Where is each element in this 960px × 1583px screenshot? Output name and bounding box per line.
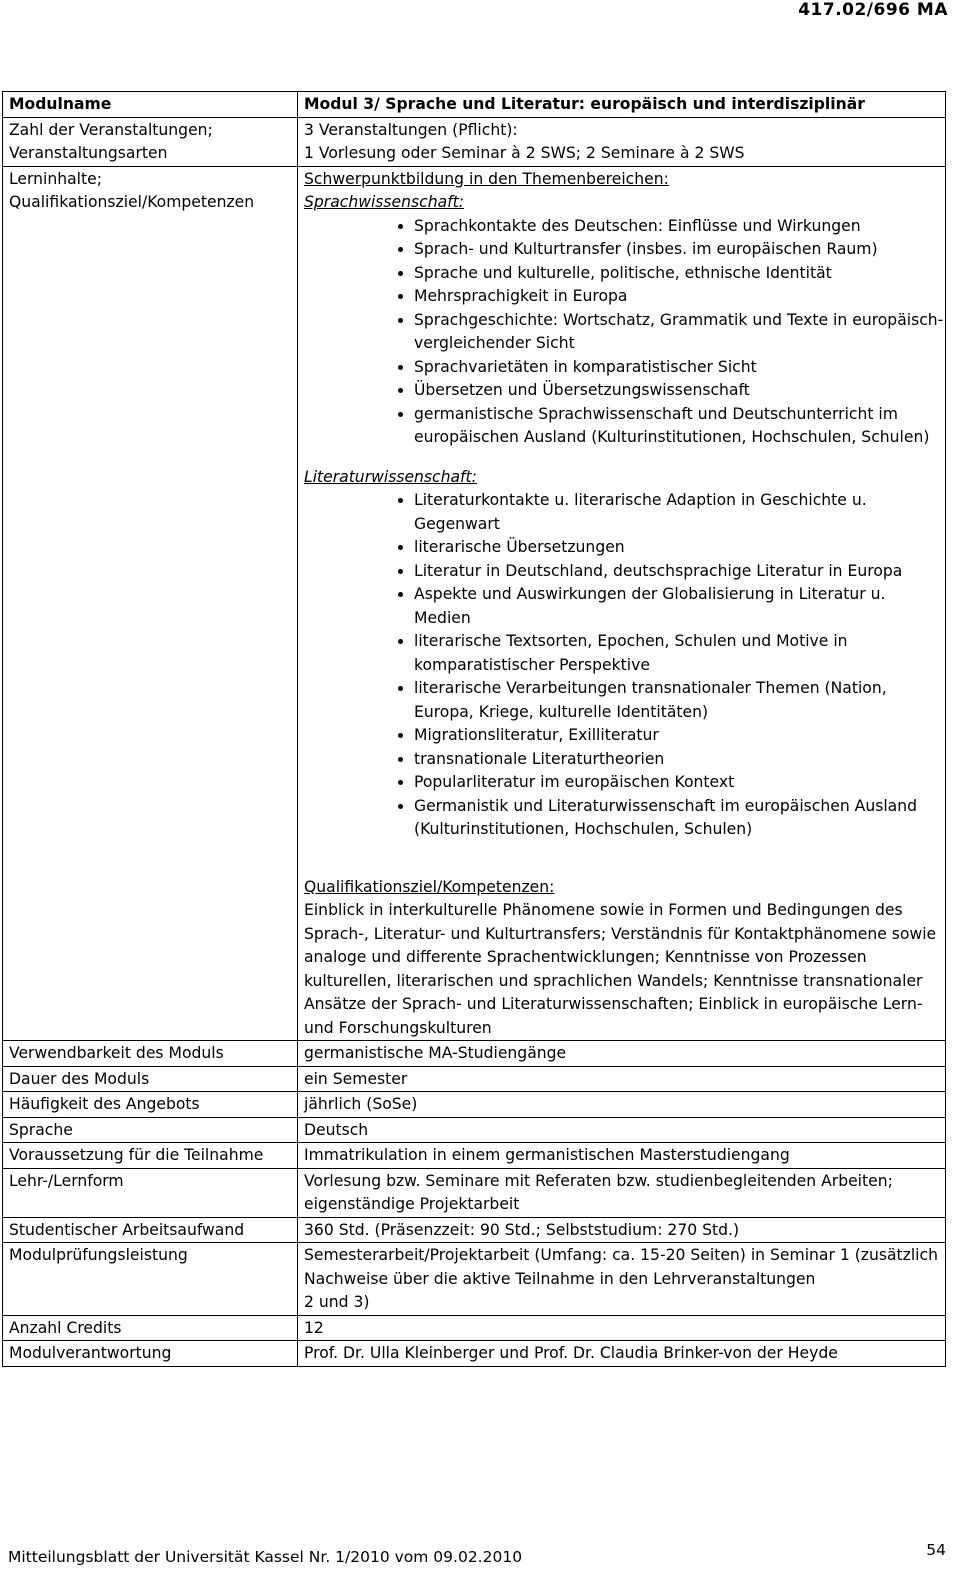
label-sprache: Sprache: [3, 1117, 298, 1143]
label-dauer: Dauer des Moduls: [3, 1066, 298, 1092]
value-haeufigkeit: jährlich (SoSe): [298, 1092, 946, 1118]
footer-page-number: 54: [926, 1541, 946, 1559]
row-voraussetzung: [3, 1143, 946, 1169]
row-credits: [3, 1315, 946, 1341]
label-verantwortung: Modulverantwortung: [3, 1341, 298, 1367]
value-zahl-line1: 3 Veranstaltungen (Pflicht):: [304, 120, 518, 139]
list-item: • literarische Übersetzungen: [414, 536, 945, 560]
value-verantwortung: Prof. Dr. Ulla Kleinberger und Prof. Dr. Claudia Brinker-von der Heyde: [298, 1341, 946, 1367]
row-lehrform: [3, 1168, 946, 1217]
value-modulname: Modul 3/ Sprache und Literatur: europäisch und interdisziplinär: [298, 92, 946, 118]
list-item: • germanistische Sprachwissenschaft und Deutschunterricht im europäischen Ausland (Kulturinstitutionen, Hochschulen, Schulen): [414, 403, 945, 450]
label-voraussetzung: Voraussetzung für die Teilnahme: [3, 1143, 298, 1169]
list-item: • Sprachkontakte des Deutschen: Einflüsse und Wirkungen: [414, 215, 945, 239]
row-lerninhalte: [3, 166, 946, 1041]
qualifikation-text: Einblick in interkulturelle Phänomene sowie in Formen und Bedingungen des Sprach-, Literatur- und Kulturtransfers; Verständnis für Kontaktphänomene sowie analoge und differente Sprachentwicklungen; Kenntnisse von Prozessen kulturellen, literarischen und sprachlichen Wandels; Kenntnisse transnationaler Ansätze der Sprach- und Literaturwissenschaften; Einblick in europäische Lern- und Forschungskulturen: [304, 901, 937, 1037]
list-item: • transnationale Literaturtheorien: [414, 748, 945, 772]
qualifikation-heading: Qualifikationsziel/Kompetenzen:: [304, 877, 555, 896]
value-dauer: ein Semester: [298, 1066, 946, 1092]
value-pruefung-text2: 2 und 3): [304, 1293, 370, 1311]
label-lern-line1: Lerninhalte;: [9, 169, 102, 188]
row-pruefung: [3, 1243, 946, 1316]
value-verwendbarkeit: germanistische MA-Studiengänge: [298, 1041, 946, 1067]
list-item: • literarische Verarbeitungen transnationaler Themen (Nation, Europa, Kriege, kulturelle Identitäten): [414, 677, 945, 724]
list-item: • Migrationsliteratur, Exilliteratur: [414, 724, 945, 748]
row-zahl: [3, 117, 946, 166]
label-haeufigkeit: Häufigkeit des Angebots: [3, 1092, 298, 1118]
list-item: • Germanistik und Literaturwissenschaft im europäischen Ausland (Kulturinstitutionen, Hochschulen, Schulen): [414, 795, 945, 842]
lern-intro: Schwerpunktbildung in den Themenbereichen:: [304, 169, 669, 188]
row-haeufigkeit: [3, 1092, 946, 1118]
list-item: • Sprachgeschichte: Wortschatz, Grammatik und Texte in europäisch-vergleichender Sicht: [414, 309, 945, 356]
list-item: • Übersetzen und Übersetzungswissenschaft: [414, 379, 945, 403]
literaturwissenschaft-heading: Literaturwissenschaft:: [304, 467, 477, 486]
list-item: • Popularliteratur im europäischen Kontext: [414, 771, 945, 795]
row-verwendbarkeit: [3, 1041, 946, 1067]
row-sprache: [3, 1117, 946, 1143]
label-lerninhalte: [3, 166, 298, 1041]
list-item: • Sprach- und Kulturtransfer (insbes. im europäischen Raum): [414, 238, 945, 262]
list-item: • Mehrsprachigkeit in Europa: [414, 285, 945, 309]
sprachwissenschaft-list: [304, 215, 945, 450]
sprachwissenschaft-heading: Sprachwissenschaft:: [304, 193, 465, 211]
row-verantwortung: [3, 1341, 946, 1367]
row-aufwand: [3, 1217, 946, 1243]
value-zahl-line2: 1 Vorlesung oder Seminar à 2 SWS; 2 Seminare à 2 SWS: [304, 144, 745, 162]
label-credits: Anzahl Credits: [3, 1315, 298, 1341]
value-aufwand: 360 Std. (Präsenzzeit: 90 Std.; Selbststudium: 270 Std.): [298, 1217, 946, 1243]
value-lerninhalte: [298, 166, 946, 1041]
value-sprache: Deutsch: [298, 1117, 946, 1143]
value-credits: 12: [298, 1315, 946, 1341]
label-pruefung: Modulprüfungsleistung: [3, 1243, 298, 1316]
label-modulname: Modulname: [3, 92, 298, 118]
row-dauer: [3, 1066, 946, 1092]
module-table: [2, 91, 946, 1367]
label-verwendbarkeit: Verwendbarkeit des Moduls: [3, 1041, 298, 1067]
spacer: [304, 842, 945, 876]
list-item: • literarische Textsorten, Epochen, Schulen und Motive in komparatistischer Perspektive: [414, 630, 945, 677]
label-lern-line2: Qualifikationsziel/Kompetenzen: [9, 193, 255, 211]
list-item: • Sprachvarietäten in komparatistischer Sicht: [414, 356, 945, 380]
label-aufwand: Studentischer Arbeitsaufwand: [3, 1217, 298, 1243]
label-zahl: [3, 117, 298, 166]
value-zahl: [298, 117, 946, 166]
value-lehrform: Vorlesung bzw. Seminare mit Referaten bzw. studienbegleitenden Arbeiten; eigenständige Projektarbeit: [298, 1168, 946, 1217]
value-pruefung-text: Semesterarbeit/Projektarbeit (Umfang: ca. 15-20 Seiten) in Seminar 1 (zusätzlich Nachweise über die aktive Teilnahme in den Lehrveranstaltungen: [304, 1246, 938, 1288]
literaturwissenschaft-list: [304, 489, 945, 842]
row-modulname: [3, 92, 946, 118]
label-zahl-line2: Veranstaltungsarten: [9, 144, 168, 162]
list-item: • Literatur in Deutschland, deutschsprachige Literatur in Europa: [414, 560, 945, 584]
document-number: 417.02/696 MA: [798, 0, 948, 20]
list-item: • Literaturkontakte u. literarische Adaption in Geschichte u. Gegenwart: [414, 489, 945, 536]
label-zahl-line1: Zahl der Veranstaltungen;: [9, 120, 213, 139]
value-pruefung: [298, 1243, 946, 1316]
footer-source: Mitteilungsblatt der Universität Kassel Nr. 1/2010 vom 09.02.2010: [8, 1548, 523, 1566]
list-item: • Aspekte und Auswirkungen der Globalisierung in Literatur u. Medien: [414, 583, 945, 630]
list-item: • Sprache und kulturelle, politische, ethnische Identität: [414, 262, 945, 286]
spacer: [304, 450, 945, 466]
value-voraussetzung: Immatrikulation in einem germanistischen Masterstudiengang: [298, 1143, 946, 1169]
label-lehrform: Lehr-/Lernform: [3, 1168, 298, 1217]
